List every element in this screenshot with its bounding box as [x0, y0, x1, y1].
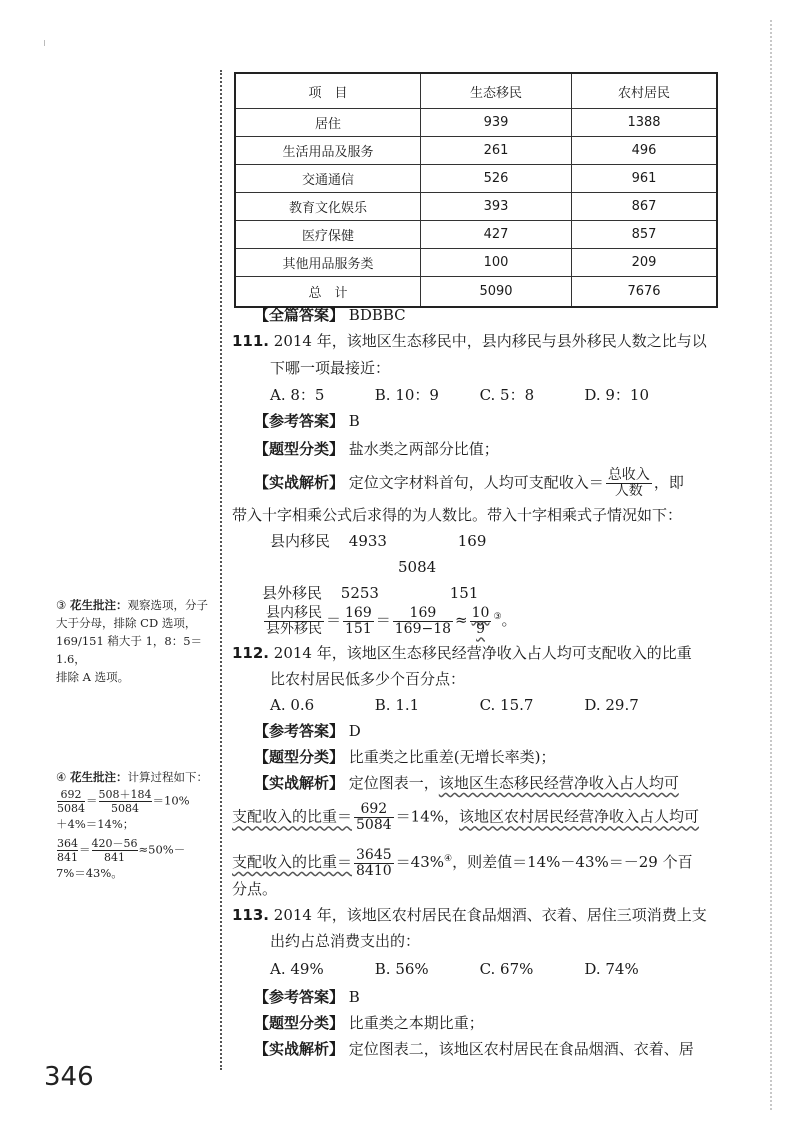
fraction — [606, 468, 652, 499]
fraction — [57, 837, 78, 864]
question-111 — [232, 328, 707, 355]
table-cell: 1388 — [572, 109, 718, 137]
analysis-highlight: 支配收入的比重＝ — [232, 807, 353, 826]
numerator: 420－56 — [91, 837, 138, 850]
page-number: 346 — [44, 1062, 94, 1092]
numerator: 3645 — [356, 846, 392, 863]
denominator: 县外移民 — [266, 620, 322, 637]
note-label: 花生批注： — [69, 770, 128, 784]
question-text — [274, 644, 692, 662]
table-cell: 961 — [572, 165, 718, 193]
option: D. 29.7 — [584, 696, 639, 714]
denominator: 169−18 — [394, 620, 452, 637]
cross-diff: 169 — [457, 532, 487, 550]
ref-answer-label: 【参考答案】 — [254, 722, 345, 740]
numerator: 169 — [345, 604, 372, 621]
crop-mark — [44, 40, 51, 46]
type-label: 【题型分类】 — [254, 1014, 345, 1032]
denominator: 9 — [476, 620, 485, 637]
analysis-text: 分点。 — [232, 880, 278, 898]
type-line — [232, 436, 499, 463]
denominator: 5084 — [57, 802, 85, 815]
punctuation: 。 — [501, 611, 517, 629]
table-cell: 医疗保健 — [235, 221, 421, 249]
side-note-4 — [56, 768, 216, 882]
cross-diff: 151 — [449, 584, 479, 602]
fraction — [57, 788, 85, 815]
fraction — [393, 606, 453, 637]
cross-value: 4933 — [348, 532, 387, 550]
note-text: ≈50%－ — [138, 842, 186, 857]
answer-line — [232, 408, 360, 435]
numerator: 县内移民 — [266, 604, 322, 621]
analysis-label: 【实战解析】 — [254, 1040, 345, 1058]
table-header-cell: 农村居民 — [572, 73, 718, 109]
cross-label: 县外移民 — [262, 584, 323, 602]
footnote-mark: ④ — [444, 854, 453, 864]
numerator: 692 — [57, 788, 85, 802]
numerator: 364 — [57, 837, 78, 850]
option: C. 67% — [479, 960, 534, 978]
option: A. 0.6 — [270, 696, 315, 714]
table-row — [235, 165, 717, 193]
ref-answer-value: B — [348, 988, 360, 1006]
table-cell: 生活用品及服务 — [235, 137, 421, 165]
options-row — [270, 692, 684, 719]
type-line — [232, 744, 556, 771]
option: B. 1.1 — [374, 696, 420, 714]
side-note-line: 169/151 稍大于 1，8：5＝1.6， — [56, 634, 203, 666]
ratio-equation: $\frac{\text{县内移民}}{\text{县外移民}}$ ＝ $\frac{169}{151}$ ＝ $\frac{169}{169-18}$ ≈ $\frac{10}{9}$ ③。 — [266, 604, 517, 637]
side-note-line: 大于分母，排除 CD 选项， — [56, 616, 197, 630]
fraction — [343, 606, 374, 637]
question-text: 2014 年，该地区农村居民在食品烟酒、衣着、居住三项消费上支 — [273, 906, 707, 924]
analysis-text: 定位文字材料首句，人均可支配收入＝ — [348, 473, 604, 492]
fraction — [354, 802, 394, 833]
denominator: 841 — [57, 851, 78, 864]
numerator: 692 — [354, 802, 394, 818]
question-number: 112. — [232, 644, 270, 662]
option: B. 10：9 — [374, 386, 439, 404]
ref-answer-label: 【参考答案】 — [254, 412, 345, 430]
numerator: 169 — [393, 606, 453, 622]
question-text-span: 2014 年，该地区生态移民经营净收入占人均可支配收入的比重 — [273, 644, 692, 662]
answer-line — [232, 718, 361, 745]
denominator: 151 — [345, 620, 372, 637]
table-cell: 居住 — [235, 109, 421, 137]
question-number: 113. — [232, 906, 270, 924]
analysis-text: ＝14%， — [395, 807, 459, 826]
analysis-highlight: 该地区生态移民经营净收入占人均可 — [438, 774, 679, 792]
consumption-table — [234, 72, 718, 308]
cross-mid: 5084 — [398, 558, 437, 576]
note-label: 花生批注： — [69, 598, 128, 612]
analysis-text: ，则差值＝14%－43%＝－29 个百 — [452, 853, 693, 871]
table-header-cell: 生态移民 — [421, 73, 572, 109]
analysis-highlight: 支配收入的比重＝ — [232, 853, 353, 871]
analysis-line — [232, 770, 679, 797]
analysis-highlight: 该地区农村居民经营净收入占人均可 — [459, 807, 700, 826]
table-row — [235, 221, 717, 249]
question-text-cont: 出约占总消费支出的： — [270, 932, 421, 950]
side-note-line: 7%＝43%。 — [56, 866, 123, 880]
option: A. 8：5 — [270, 386, 325, 404]
note-text: 观察选项，分子 — [127, 598, 208, 612]
fraction — [264, 606, 324, 637]
numerator: 508＋184 — [98, 788, 152, 801]
side-note-line: $\frac{364}{841}=$ $\frac{420-56}{841}\approx 50\%-$ — [57, 837, 186, 864]
type-label: 【题型分类】 — [254, 748, 345, 766]
side-note-line — [56, 596, 216, 614]
analysis-label: 【实战解析】 — [254, 473, 345, 492]
table-row — [235, 137, 717, 165]
side-note-3 — [56, 596, 216, 686]
options-row — [270, 956, 684, 983]
table-cell: 261 — [421, 137, 572, 165]
margin-divider — [220, 70, 226, 1070]
table-cell: 496 — [572, 137, 718, 165]
type-label: 【题型分类】 — [254, 440, 345, 458]
option: B. 56% — [374, 960, 429, 978]
type-value: 比重类之本期比重； — [348, 1014, 484, 1032]
option: D. 74% — [584, 960, 639, 978]
question-113 — [232, 902, 707, 929]
analysis-text: ，即 — [653, 473, 684, 492]
note-text: ＝10% — [152, 793, 190, 808]
table-cell: 总 计 — [235, 277, 421, 308]
note-number: ④ — [56, 770, 67, 784]
analysis-text: ＝43% — [395, 853, 444, 871]
table-cell: 教育文化娱乐 — [235, 193, 421, 221]
note-text: 计算过程如下： — [127, 770, 208, 784]
binding-edge — [770, 20, 772, 1110]
question-text: 2014 年，该地区生态移民中，县内移民与县外移民人数之比与以 — [273, 332, 707, 350]
fraction — [99, 788, 152, 815]
option: C. 5：8 — [479, 386, 535, 404]
analysis-line-2 — [232, 802, 699, 833]
all-answers-value: BDBBC — [348, 306, 406, 324]
fraction — [92, 837, 138, 864]
cross-label: 县内移民 — [270, 532, 331, 550]
type-value: 盐水类之两部分比值； — [348, 440, 499, 458]
analysis-text: 定位图表一， — [348, 774, 439, 792]
table-cell: 5090 — [421, 277, 572, 308]
cross-row-1 — [270, 528, 486, 555]
table-cell: 939 — [421, 109, 572, 137]
all-answers-line — [232, 302, 406, 329]
table-row — [235, 193, 717, 221]
question-text-cont: 比农村居民低多少个百分点： — [270, 670, 466, 688]
question-number: 111. — [232, 332, 270, 350]
denominator: 人数 — [614, 483, 643, 499]
table-header-cell: 项 目 — [235, 73, 421, 109]
table-cell: 393 — [421, 193, 572, 221]
option: D. 9：10 — [584, 386, 650, 404]
type-value: 比重类之比重差(无增长率类)； — [348, 748, 556, 766]
table-cell: 其他用品服务类 — [235, 249, 421, 277]
cross-row-2 — [262, 580, 478, 607]
denominator: 5084 — [356, 817, 392, 833]
type-line — [232, 1010, 484, 1037]
option: C. 15.7 — [479, 696, 534, 714]
ref-answer-value: B — [348, 412, 360, 430]
analysis-text: 带入十字相乘公式后求得的为人数比。带入十字相乘式子情况如下： — [232, 506, 683, 524]
numerator: 10 — [471, 604, 490, 621]
analysis-line — [232, 1036, 694, 1063]
denominator: 841 — [104, 851, 125, 864]
side-note-line — [56, 768, 216, 786]
side-note-line: $\frac{692}{5084}=$ $\frac{508+184}{5084}=10\%$ — [57, 788, 190, 815]
question-text-cont: 下哪一项最接近： — [270, 359, 391, 377]
denominator: 5084 — [111, 802, 139, 815]
options-row — [270, 382, 684, 409]
numerator: 总收入 — [607, 467, 650, 483]
table-row — [235, 109, 717, 137]
table-cell: 100 — [421, 249, 572, 277]
table-cell: 867 — [572, 193, 718, 221]
answer-line — [232, 984, 360, 1011]
note-number: ③ — [56, 598, 67, 612]
table-cell: 857 — [572, 221, 718, 249]
denominator: 8410 — [356, 862, 392, 879]
table-header-row — [235, 73, 717, 109]
analysis-label: 【实战解析】 — [254, 774, 345, 792]
option: A. 49% — [270, 960, 324, 978]
question-112 — [232, 640, 692, 667]
fraction — [354, 848, 394, 879]
table-cell: 526 — [421, 165, 572, 193]
table-cell: 7676 — [572, 277, 718, 308]
ref-answer-label: 【参考答案】 — [254, 988, 345, 1006]
table-cell: 209 — [572, 249, 718, 277]
table-cell: 交通通信 — [235, 165, 421, 193]
footnote-mark: ③ — [493, 612, 502, 622]
table-cell: 427 — [421, 221, 572, 249]
ref-answer-value: D — [348, 722, 361, 740]
analysis-text: 定位图表二，该地区农村居民在食品烟酒、衣着、居 — [348, 1040, 694, 1058]
fraction — [470, 606, 492, 637]
side-note-line: ＋4%＝14%； — [56, 817, 135, 831]
analysis-line — [232, 468, 684, 499]
side-note-line: 排除 A 选项。 — [56, 670, 130, 684]
table-row — [235, 249, 717, 277]
analysis-line-3 — [232, 846, 693, 879]
cross-value: 5253 — [340, 584, 379, 602]
all-answers-label: 【全篇答案】 — [254, 306, 345, 324]
